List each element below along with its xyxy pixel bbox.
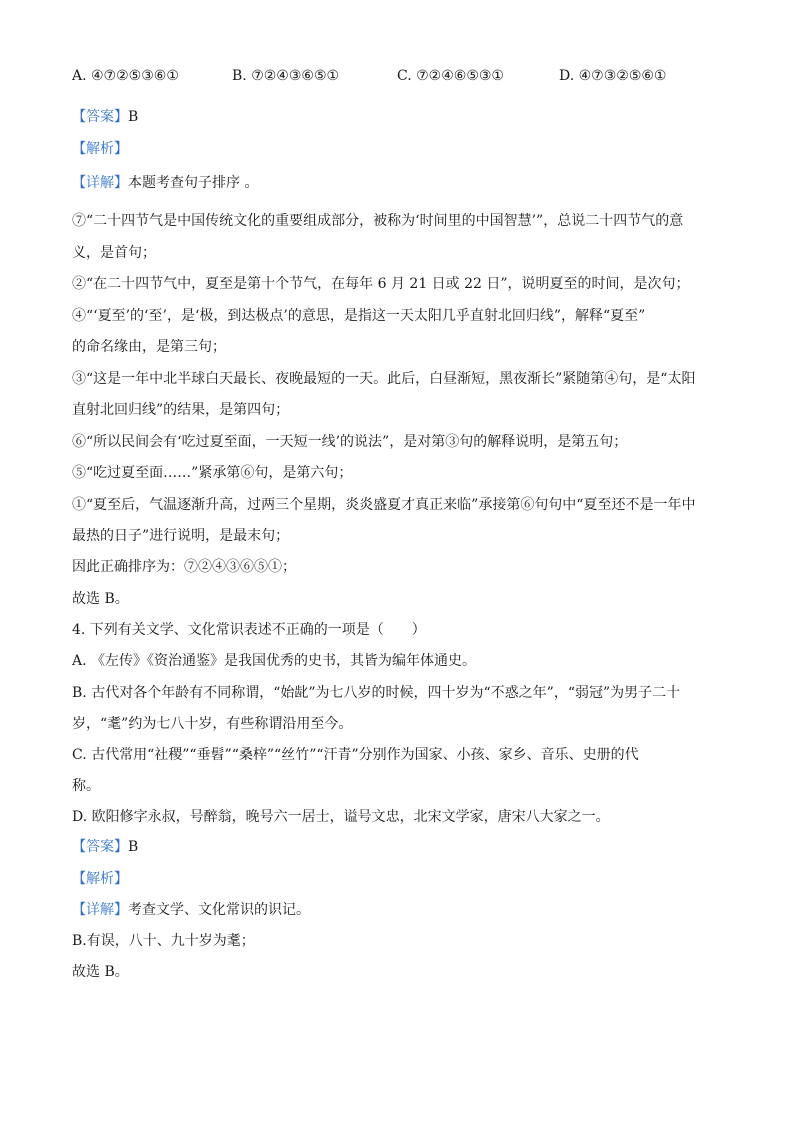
q3-line: ⑥“所以民间会有‘吃过夏至面，一天短一线’的说法”，是对第③句的解释说明，是第五句；: [72, 434, 628, 450]
answer-value: B: [128, 839, 139, 855]
answer-tag: 【答案】: [72, 109, 128, 125]
detail-text: 考查文学、文化常识的识记。: [128, 902, 310, 918]
q4-option: B. 古代对各个年龄有不同称谓，“始龀”为七八岁的时候，四十岁为“不惑之年”，“弱冠”为男子二十: [72, 685, 681, 701]
q4-line: 故选 B。: [72, 964, 129, 980]
q4-stem: 4. 下列有关文学、文化常识表述不正确的一项是（ ）: [72, 622, 426, 638]
detail-tag: 【详解】: [72, 902, 128, 918]
q4-analysis: [72, 870, 128, 888]
q3-answer: [72, 108, 138, 126]
q4-option: A. 《左传》《资治通鉴》是我国优秀的史书，其皆为编年体通史。: [72, 653, 477, 669]
analysis-tag: 【解析】: [72, 871, 128, 887]
answer-tag: 【答案】: [72, 839, 128, 855]
q3-analysis: [72, 140, 128, 158]
q3-line: ⑦“二十四节气是中国传统文化的重要组成部分，被称为‘时间里的中国智慧’”，总说二十四节气的意: [72, 213, 684, 229]
q3-line: 的命名缘由，是第三句；: [72, 339, 226, 355]
q4-line: B.有误，八十、九十岁为耄；: [72, 933, 255, 949]
q3-line: ①“夏至后，气温逐渐升高，过两三个星期，炎炎盛夏才真正来临”承接第⑥句句中“夏至还不是一年中: [72, 497, 696, 513]
q3-line: 故选 B。: [72, 591, 129, 607]
detail-text: 本题考查句子排序 。: [128, 175, 259, 191]
q3-line: ⑤“吃过夏至面……”紧承第⑥句，是第六句；: [72, 465, 353, 481]
q4-option: C. 古代常用“社稷”“垂髫”“桑梓”“丝竹”“汗青”分别作为国家、小孩、家乡、音乐、史册的代: [72, 747, 639, 763]
option-c: C. ⑦②④⑥⑤③①: [397, 68, 504, 84]
detail-tag: 【详解】: [72, 175, 128, 191]
q3-line: ④“‘夏至’的‘至’，是‘极，到达极点’的意思，是指这一天太阳几乎直射北回归线”，解释“夏至”: [72, 308, 646, 324]
option-a: A. ④⑦②⑤③⑥①: [72, 68, 179, 84]
q4-option: D. 欧阳修字永叔，号醉翁，晚号六一居士，谥号文忠，北宋文学家，唐宋八大家之一。: [72, 809, 610, 825]
analysis-tag: 【解析】: [72, 141, 128, 157]
option-b: B. ⑦②④③⑥⑤①: [232, 68, 340, 84]
q3-line: ③“这是一年中北半球白天最长、夜晚最短的一天。此后，白昼渐短，黑夜渐长”紧随第④句，是“太阳: [72, 371, 696, 387]
q4-option: 称。: [72, 778, 100, 794]
q3-line: 因此正确排序为：⑦②④③⑥⑤①；: [72, 559, 296, 575]
q3-line: 义，是首句；: [72, 245, 156, 261]
q3-line: ②“在二十四节气中，夏至是第十个节气，在每年 6 月 21 日或 22 日”，说明夏至的时间，是次句；: [72, 276, 690, 292]
option-d: D. ④⑦③②⑤⑥①: [559, 68, 667, 84]
q3-detail: [72, 174, 258, 192]
q4-answer: [72, 838, 138, 856]
q3-line: 最热的日子”进行说明，是最末句；: [72, 528, 290, 544]
q3-line: 直射北回归线”的结果，是第四句；: [72, 402, 290, 418]
q4-detail: [72, 901, 310, 919]
q4-option: 岁，“耄”约为七八十岁，有些称谓沿用至今。: [72, 716, 353, 732]
answer-value: B: [128, 109, 139, 125]
